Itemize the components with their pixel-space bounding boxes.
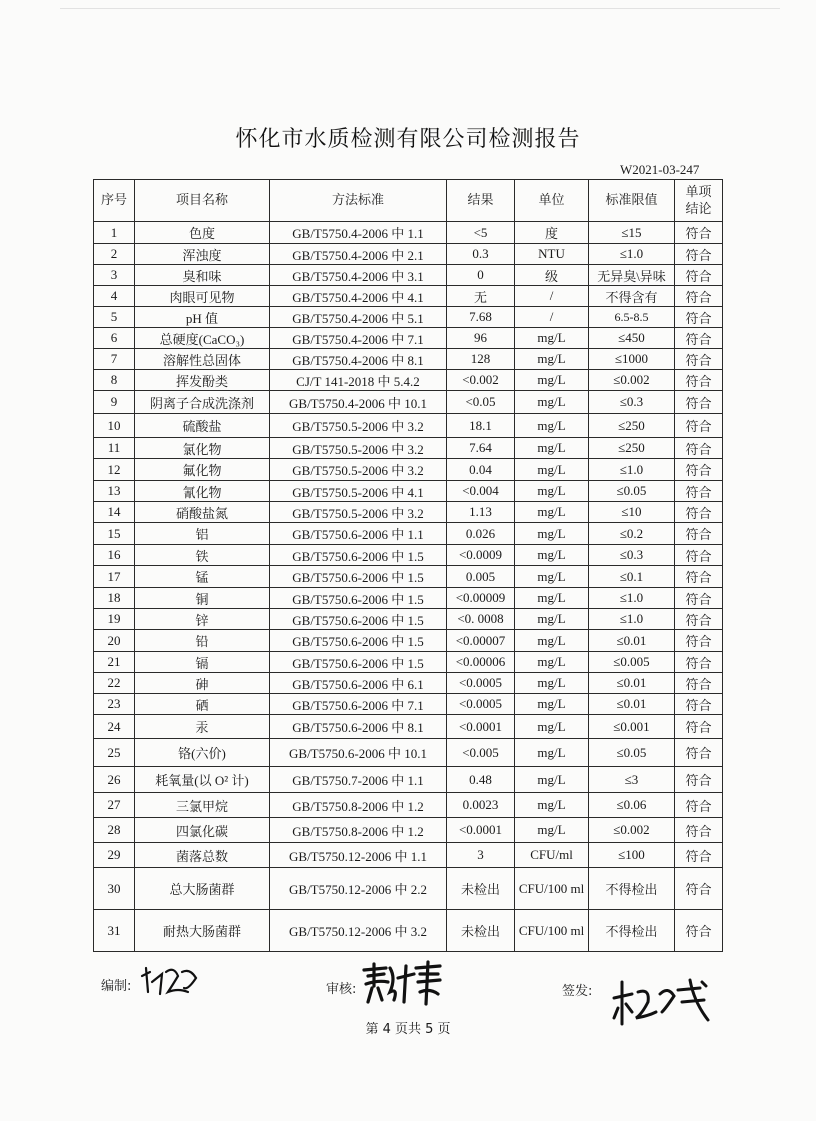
row-number-cell: 18 [94, 588, 135, 609]
item-name-cell: 锰 [135, 566, 270, 588]
limit-cell: ≤1.0 [589, 588, 675, 609]
header-method: 方法标准 [270, 180, 447, 222]
conclusion-cell: 符合 [675, 910, 723, 952]
header-no: 序号 [94, 180, 135, 222]
item-name-cell: 氟化物 [135, 459, 270, 481]
conclusion-cell: 符合 [675, 545, 723, 566]
table-row [94, 286, 723, 307]
conclusion-cell: 符合 [675, 868, 723, 910]
conclusion-cell: 符合 [675, 609, 723, 630]
row-number-cell: 3 [94, 265, 135, 286]
limit-cell: ≤0.1 [589, 566, 675, 588]
header-limit: 标准限值 [589, 180, 675, 222]
limit-cell: 不得检出 [589, 868, 675, 910]
method-standard-cell: GB/T5750.6-2006 中 1.5 [270, 609, 447, 630]
method-standard-cell: GB/T5750.5-2006 中 3.2 [270, 502, 447, 523]
limit-cell: 不得检出 [589, 910, 675, 952]
unit-cell: CFU/100 ml [515, 868, 589, 910]
conclusion-cell: 符合 [675, 630, 723, 652]
table-row [94, 630, 723, 652]
unit-cell: / [515, 307, 589, 328]
method-standard-cell: GB/T5750.12-2006 中 1.1 [270, 843, 447, 868]
unit-cell: mg/L [515, 438, 589, 459]
method-standard-cell: GB/T5750.6-2006 中 8.1 [270, 715, 447, 739]
result-cell: 0.026 [447, 523, 515, 545]
method-standard-cell: GB/T5750.6-2006 中 1.5 [270, 652, 447, 673]
unit-cell: mg/L [515, 370, 589, 391]
unit-cell: mg/L [515, 523, 589, 545]
result-cell: 0.3 [447, 244, 515, 265]
result-cell: <0.0005 [447, 673, 515, 694]
item-name-cell: 铝 [135, 523, 270, 545]
limit-cell: 不得含有 [589, 286, 675, 307]
conclusion-cell: 符合 [675, 502, 723, 523]
method-standard-cell: GB/T5750.5-2006 中 4.1 [270, 481, 447, 502]
row-number-cell: 4 [94, 286, 135, 307]
result-cell: 3 [447, 843, 515, 868]
conclusion-cell: 符合 [675, 523, 723, 545]
item-name-cell: 挥发酚类 [135, 370, 270, 391]
method-standard-cell: GB/T5750.8-2006 中 1.2 [270, 793, 447, 818]
item-name-cell: 汞 [135, 715, 270, 739]
row-number-cell: 16 [94, 545, 135, 566]
method-standard-cell: GB/T5750.4-2006 中 4.1 [270, 286, 447, 307]
result-cell: <0.05 [447, 391, 515, 414]
limit-cell: 6.5-8.5 [589, 307, 675, 328]
method-standard-cell: GB/T5750.12-2006 中 2.2 [270, 868, 447, 910]
result-cell: 未检出 [447, 868, 515, 910]
conclusion-cell: 符合 [675, 481, 723, 502]
result-cell: <0. 0008 [447, 609, 515, 630]
unit-cell: mg/L [515, 566, 589, 588]
limit-cell: ≤1.0 [589, 244, 675, 265]
item-name-cell: 铁 [135, 545, 270, 566]
table-row [94, 652, 723, 673]
method-standard-cell: GB/T5750.4-2006 中 3.1 [270, 265, 447, 286]
unit-cell: mg/L [515, 328, 589, 349]
method-standard-cell: GB/T5750.5-2006 中 3.2 [270, 438, 447, 459]
reviewer-label: 审核: [326, 982, 357, 997]
result-cell: 0 [447, 265, 515, 286]
item-name-cell: 菌落总数 [135, 843, 270, 868]
unit-cell: mg/L [515, 588, 589, 609]
limit-cell: ≤1.0 [589, 459, 675, 481]
item-name-cell: 铜 [135, 588, 270, 609]
result-cell: 无 [447, 286, 515, 307]
result-cell: 128 [447, 349, 515, 370]
table-body [94, 222, 723, 952]
row-number-cell: 12 [94, 459, 135, 481]
table-row [94, 328, 723, 349]
method-standard-cell: GB/T5750.8-2006 中 1.2 [270, 818, 447, 843]
unit-cell: mg/L [515, 414, 589, 438]
unit-cell: mg/L [515, 459, 589, 481]
method-standard-cell: GB/T5750.4-2006 中 8.1 [270, 349, 447, 370]
result-cell: <5 [447, 222, 515, 244]
item-name-cell: 阴离子合成洗涤剂 [135, 391, 270, 414]
limit-cell: ≤250 [589, 414, 675, 438]
scan-edge-line [60, 8, 780, 9]
item-name-cell: 肉眼可见物 [135, 286, 270, 307]
method-standard-cell: GB/T5750.4-2006 中 5.1 [270, 307, 447, 328]
unit-cell: NTU [515, 244, 589, 265]
row-number-cell: 2 [94, 244, 135, 265]
limit-cell: ≤0.2 [589, 523, 675, 545]
limit-cell: ≤1000 [589, 349, 675, 370]
conclusion-cell: 符合 [675, 414, 723, 438]
unit-cell: mg/L [515, 502, 589, 523]
conclusion-cell: 符合 [675, 673, 723, 694]
limit-cell: ≤0.3 [589, 391, 675, 414]
conclusion-cell: 符合 [675, 286, 723, 307]
conclusion-cell: 符合 [675, 715, 723, 739]
unit-cell: mg/L [515, 545, 589, 566]
limit-cell: ≤0.05 [589, 739, 675, 767]
compiler-signature [138, 962, 202, 1002]
row-number-cell: 9 [94, 391, 135, 414]
table-row [94, 265, 723, 286]
table-row [94, 715, 723, 739]
result-cell: <0.00007 [447, 630, 515, 652]
unit-cell: mg/L [515, 715, 589, 739]
conclusion-cell: 符合 [675, 566, 723, 588]
limit-cell: 无异臭\异味 [589, 265, 675, 286]
table-row [94, 767, 723, 793]
result-cell: 7.68 [447, 307, 515, 328]
limit-cell: ≤100 [589, 843, 675, 868]
table-row [94, 545, 723, 566]
method-standard-cell: GB/T5750.12-2006 中 3.2 [270, 910, 447, 952]
result-cell: 0.48 [447, 767, 515, 793]
header-result: 结果 [447, 180, 515, 222]
row-number-cell: 29 [94, 843, 135, 868]
row-number-cell: 15 [94, 523, 135, 545]
unit-cell: mg/L [515, 818, 589, 843]
reviewer-signature [358, 958, 444, 1008]
table-row [94, 481, 723, 502]
table-row [94, 588, 723, 609]
item-name-cell: 耐热大肠菌群 [135, 910, 270, 952]
row-number-cell: 25 [94, 739, 135, 767]
method-standard-cell: GB/T5750.6-2006 中 1.5 [270, 630, 447, 652]
limit-cell: ≤0.002 [589, 370, 675, 391]
unit-cell: mg/L [515, 694, 589, 715]
row-number-cell: 20 [94, 630, 135, 652]
conclusion-cell: 符合 [675, 438, 723, 459]
method-standard-cell: GB/T5750.4-2006 中 10.1 [270, 391, 447, 414]
table-row [94, 843, 723, 868]
item-name-cell: 耗氧量(以 O² 计) [135, 767, 270, 793]
result-cell: <0.005 [447, 739, 515, 767]
item-name-cell: 总硬度(CaCO₃) [135, 328, 270, 349]
row-number-cell: 7 [94, 349, 135, 370]
item-name-cell: 硫酸盐 [135, 414, 270, 438]
row-number-cell: 21 [94, 652, 135, 673]
item-name-cell: 三氯甲烷 [135, 793, 270, 818]
conclusion-cell: 符合 [675, 391, 723, 414]
conclusion-cell: 符合 [675, 652, 723, 673]
table-row [94, 673, 723, 694]
compiler-label: 编制: [101, 979, 132, 994]
limit-cell: ≤0.3 [589, 545, 675, 566]
table-row [94, 502, 723, 523]
method-standard-cell: GB/T5750.4-2006 中 2.1 [270, 244, 447, 265]
table-header-row [94, 180, 723, 222]
method-standard-cell: GB/T5750.5-2006 中 3.2 [270, 414, 447, 438]
result-cell: 96 [447, 328, 515, 349]
item-name-cell: 硒 [135, 694, 270, 715]
unit-cell: mg/L [515, 652, 589, 673]
item-name-cell: 四氯化碳 [135, 818, 270, 843]
conclusion-cell: 符合 [675, 328, 723, 349]
unit-cell: mg/L [515, 793, 589, 818]
limit-cell: ≤0.002 [589, 818, 675, 843]
method-standard-cell: GB/T5750.6-2006 中 10.1 [270, 739, 447, 767]
method-standard-cell: GB/T5750.4-2006 中 1.1 [270, 222, 447, 244]
unit-cell: mg/L [515, 481, 589, 502]
table-row [94, 868, 723, 910]
limit-cell: ≤0.06 [589, 793, 675, 818]
unit-cell: CFU/100 ml [515, 910, 589, 952]
row-number-cell: 8 [94, 370, 135, 391]
result-cell: <0.002 [447, 370, 515, 391]
conclusion-cell: 符合 [675, 349, 723, 370]
header-conclusion: 单项结论 [675, 180, 723, 222]
table-row [94, 523, 723, 545]
report-number: W2021-03-247 [620, 162, 700, 177]
table-row [94, 609, 723, 630]
row-number-cell: 24 [94, 715, 135, 739]
table-row [94, 910, 723, 952]
item-name-cell: 氯化物 [135, 438, 270, 459]
unit-cell: mg/L [515, 630, 589, 652]
conclusion-cell: 符合 [675, 739, 723, 767]
report-title: 怀化市水质检测有限公司检测报告 [235, 127, 581, 152]
item-name-cell: 臭和味 [135, 265, 270, 286]
method-standard-cell: GB/T5750.6-2006 中 1.5 [270, 545, 447, 566]
limit-cell: ≤0.005 [589, 652, 675, 673]
result-cell: 7.64 [447, 438, 515, 459]
unit-cell: mg/L [515, 673, 589, 694]
conclusion-cell: 符合 [675, 370, 723, 391]
table-row [94, 818, 723, 843]
result-cell: <0.00006 [447, 652, 515, 673]
header-item: 项目名称 [135, 180, 270, 222]
table-row [94, 566, 723, 588]
item-name-cell: 铬(六价) [135, 739, 270, 767]
test-results-table [93, 179, 723, 952]
limit-cell: ≤1.0 [589, 609, 675, 630]
method-standard-cell: GB/T5750.4-2006 中 7.1 [270, 328, 447, 349]
limit-cell: ≤0.001 [589, 715, 675, 739]
row-number-cell: 22 [94, 673, 135, 694]
table-row [94, 739, 723, 767]
item-name-cell: 色度 [135, 222, 270, 244]
table-row [94, 370, 723, 391]
table-row [94, 307, 723, 328]
conclusion-cell: 符合 [675, 265, 723, 286]
limit-cell: ≤0.05 [589, 481, 675, 502]
method-standard-cell: GB/T5750.6-2006 中 1.1 [270, 523, 447, 545]
row-number-cell: 27 [94, 793, 135, 818]
row-number-cell: 17 [94, 566, 135, 588]
conclusion-cell: 符合 [675, 843, 723, 868]
table-row [94, 438, 723, 459]
row-number-cell: 19 [94, 609, 135, 630]
result-cell: <0.0001 [447, 715, 515, 739]
unit-cell: CFU/ml [515, 843, 589, 868]
unit-cell: 级 [515, 265, 589, 286]
result-cell: 未检出 [447, 910, 515, 952]
item-name-cell: 镉 [135, 652, 270, 673]
limit-cell: ≤10 [589, 502, 675, 523]
unit-cell: / [515, 286, 589, 307]
limit-cell: ≤15 [589, 222, 675, 244]
result-cell: 0.04 [447, 459, 515, 481]
item-name-cell: 溶解性总固体 [135, 349, 270, 370]
row-number-cell: 13 [94, 481, 135, 502]
result-cell: 18.1 [447, 414, 515, 438]
table-row [94, 349, 723, 370]
result-cell: <0.0001 [447, 818, 515, 843]
row-number-cell: 23 [94, 694, 135, 715]
method-standard-cell: GB/T5750.6-2006 中 1.5 [270, 566, 447, 588]
table-row [94, 391, 723, 414]
conclusion-cell: 符合 [675, 244, 723, 265]
conclusion-cell: 符合 [675, 588, 723, 609]
row-number-cell: 28 [94, 818, 135, 843]
conclusion-cell: 符合 [675, 793, 723, 818]
method-standard-cell: GB/T5750.6-2006 中 1.5 [270, 588, 447, 609]
conclusion-cell: 符合 [675, 767, 723, 793]
row-number-cell: 1 [94, 222, 135, 244]
header-unit: 单位 [515, 180, 589, 222]
limit-cell: ≤0.01 [589, 673, 675, 694]
result-cell: 0.0023 [447, 793, 515, 818]
result-cell: <0.0009 [447, 545, 515, 566]
row-number-cell: 26 [94, 767, 135, 793]
result-cell: <0.004 [447, 481, 515, 502]
table-row [94, 694, 723, 715]
conclusion-cell: 符合 [675, 818, 723, 843]
item-name-cell: pH 值 [135, 307, 270, 328]
unit-cell: mg/L [515, 739, 589, 767]
row-number-cell: 31 [94, 910, 135, 952]
unit-cell: 度 [515, 222, 589, 244]
unit-cell: mg/L [515, 349, 589, 370]
item-name-cell: 铅 [135, 630, 270, 652]
method-standard-cell: GB/T5750.7-2006 中 1.1 [270, 767, 447, 793]
item-name-cell: 总大肠菌群 [135, 868, 270, 910]
item-name-cell: 锌 [135, 609, 270, 630]
item-name-cell: 浑浊度 [135, 244, 270, 265]
result-cell: 1.13 [447, 502, 515, 523]
method-standard-cell: CJ/T 141-2018 中 5.4.2 [270, 370, 447, 391]
result-cell: 0.005 [447, 566, 515, 588]
row-number-cell: 6 [94, 328, 135, 349]
result-cell: <0.0005 [447, 694, 515, 715]
unit-cell: mg/L [515, 391, 589, 414]
item-name-cell: 氰化物 [135, 481, 270, 502]
table-row [94, 793, 723, 818]
method-standard-cell: GB/T5750.6-2006 中 7.1 [270, 694, 447, 715]
row-number-cell: 30 [94, 868, 135, 910]
conclusion-cell: 符合 [675, 459, 723, 481]
row-number-cell: 5 [94, 307, 135, 328]
issuer-label: 签发: [562, 984, 593, 999]
table-row [94, 222, 723, 244]
item-name-cell: 砷 [135, 673, 270, 694]
limit-cell: ≤450 [589, 328, 675, 349]
page-number: 第 4 页共 5 页 [365, 1022, 451, 1037]
unit-cell: mg/L [515, 767, 589, 793]
limit-cell: ≤3 [589, 767, 675, 793]
conclusion-cell: 符合 [675, 694, 723, 715]
method-standard-cell: GB/T5750.6-2006 中 6.1 [270, 673, 447, 694]
result-cell: <0.00009 [447, 588, 515, 609]
unit-cell: mg/L [515, 609, 589, 630]
limit-cell: ≤0.01 [589, 694, 675, 715]
limit-cell: ≤250 [589, 438, 675, 459]
limit-cell: ≤0.01 [589, 630, 675, 652]
conclusion-cell: 符合 [675, 222, 723, 244]
row-number-cell: 10 [94, 414, 135, 438]
table-row [94, 414, 723, 438]
method-standard-cell: GB/T5750.5-2006 中 3.2 [270, 459, 447, 481]
table-row [94, 244, 723, 265]
item-name-cell: 硝酸盐氮 [135, 502, 270, 523]
row-number-cell: 11 [94, 438, 135, 459]
table-row [94, 459, 723, 481]
conclusion-cell: 符合 [675, 307, 723, 328]
row-number-cell: 14 [94, 502, 135, 523]
